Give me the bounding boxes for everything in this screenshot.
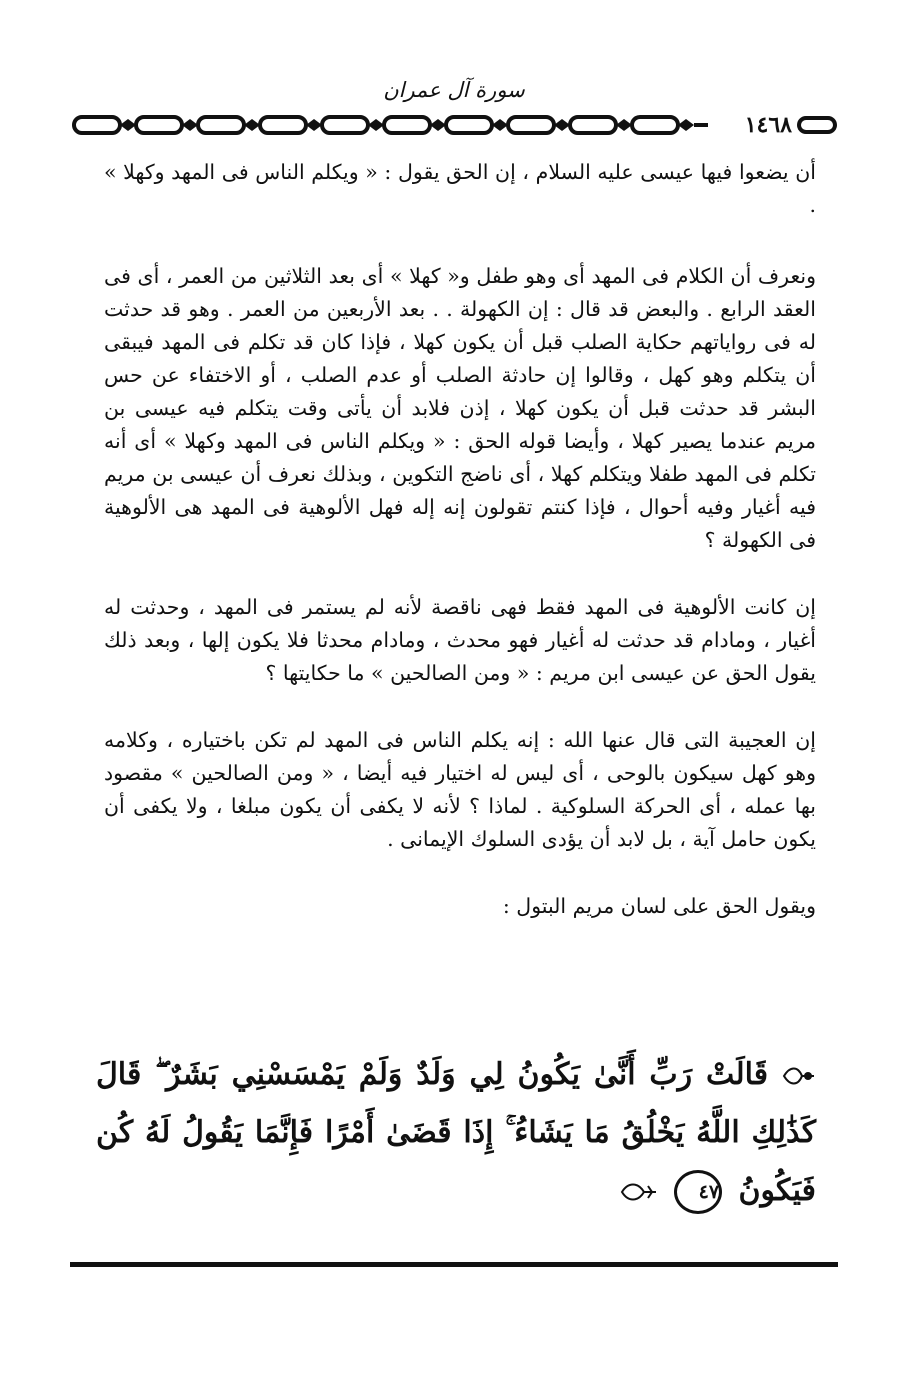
paragraph-3: إن كانت الألوهية فى المهد فقط فهى ناقصة لأنه لم يستمر فى المهد ، وحدثت له أغيار ، ومادام قد حدثت له أغيار فهو محدث ، ومادام محدثا فلا يكون إلها ، وبعد ذلك يقول الحق عن عيسى ابن مريم : « ومن الصالحين » ما حكايتها ؟ (104, 595, 816, 685)
page-header (70, 72, 838, 144)
surah-title: سورة آل عمران (383, 78, 525, 102)
quran-verse (96, 1046, 816, 1220)
paragraph-2: ونعرف أن الكلام فى المهد أى وهو طفل و« كهلا » أى بعد الثلاثين من العمر ، أى فى العقد الرابع . والبعض قد قال : إن الكهولة . . بعد الأربعين من العمر . وهو قد حدثت له فى رواياتهم حكاية الصلب قبل أن يكون كهلا ، فإذا كان قد تكلم فى المهد فيبقى أن يتكلم وهو كهل ، وقالوا إن حادثة الصلب أو عدم الصلب ، أو الاختفاء عن حس البشر قد حدثت قبل أن يكون كهلا ، إذن فلابد أن يأتى وقت يتكلم فيه عيسى بن مريم عندما يصير كهلا ، وأيضا قوله الحق : « ويكلم الناس فى المهد وكهلا » أى أنه تكلم فى المهد طفلا ويتكلم كهلا ، أى ناضج التكوين ، وبذلك نعرف أن عيسى بن مريم فيه أغيار وفيه أحوال ، فإذا كنتم تقولون إنه إله فهل الألوهية فى المهد هى الألوهية فى الكهولة ؟ (104, 264, 816, 552)
footer-rule (70, 1262, 838, 1267)
paragraph-gap (104, 222, 816, 260)
paragraph-gap (104, 690, 816, 724)
page-number: ١٤٦٨ (744, 112, 792, 138)
verse-close-ornament-icon (618, 1180, 658, 1204)
paragraph-1: أن يضعوا فيها عيسى عليه السلام ، إن الحق يقول : « ويكلم الناس فى المهد وكهلا » . (104, 160, 816, 217)
verse-text: قَالَتْ رَبِّ أَنَّىٰ يَكُونُ لِي وَلَدٌ وَلَمْ يَمْسَسْنِي بَشَرٌ ۖ قَالَ كَذَٰلِكِ اللَّهُ يَخْلُقُ مَا يَشَاءُ ۚ إِذَا قَضَىٰ أَمْرًا فَإِنَّمَا يَقُولُ لَهُ كُن فَيَكُونُ (96, 1057, 816, 1208)
paragraph-gap (104, 557, 816, 591)
chain-end-link-icon (796, 116, 838, 134)
paragraph-gap (104, 856, 816, 890)
chain-border-ornament-icon (70, 112, 708, 138)
paragraph-4: إن العجيبة التى قال عنها الله : إنه يكلم الناس فى المهد لم تكن باختياره ، وكلامه وهو كهل سيكون بالوحى ، أى ليس له اختيار فيه أيضا ، « ومن الصالحين » مقصود بها عمله ، أى الحركة السلوكية . لماذا ؟ لأنه لا يكفى أن يكون مبلغا ، ولا يكفى أن يكون حامل آية ، بل لابد أن يؤدى السلوك الإيمانى . (104, 728, 816, 851)
paragraph-5: ويقول الحق على لسان مريم البتول : (502, 894, 816, 918)
body-text (104, 156, 816, 923)
verse-open-ornament-icon (782, 1064, 816, 1088)
ayah-number-marker: ٤٧ (674, 1170, 722, 1214)
header-ornament-row (70, 112, 838, 138)
